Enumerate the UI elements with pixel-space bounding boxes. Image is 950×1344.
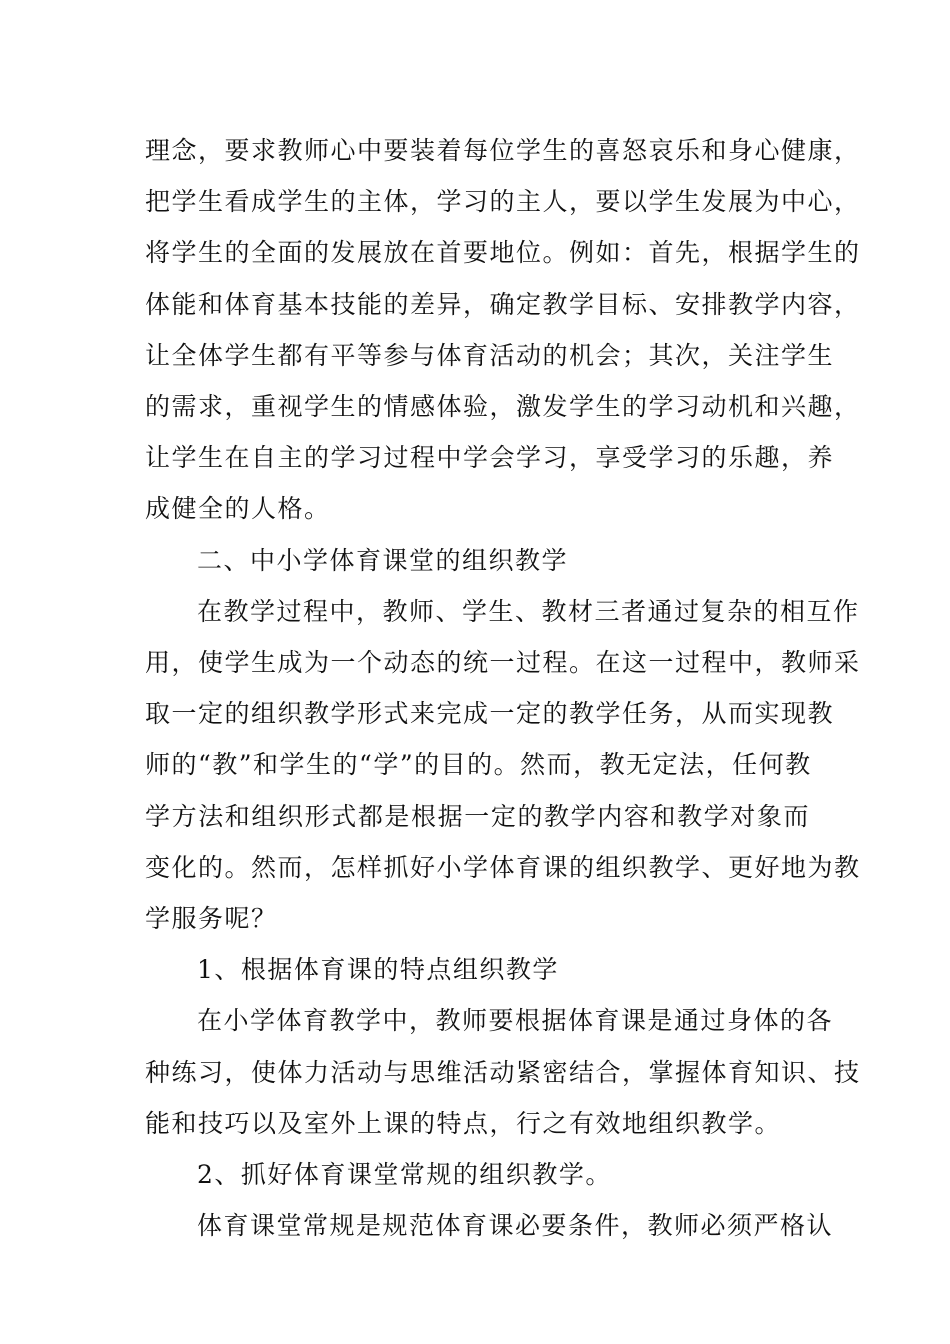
text-line: 成健全的人格。 bbox=[145, 494, 331, 524]
section-heading-2 bbox=[145, 535, 810, 586]
text-line: 学服务呢？ bbox=[145, 904, 278, 934]
text-line: 将学生的全面的发展放在首要地位。例如：首先，根据学生的 bbox=[145, 238, 861, 268]
text-line: 理念，要求教师心中要装着每位学生的喜怒哀乐和身心健康， bbox=[145, 136, 861, 165]
text-line: 体能和体育基本技能的差异，确定教学目标、安排教学内容， bbox=[145, 289, 861, 319]
text-line: 让全体学生都有平等参与体育活动的机会；其次，关注学生 bbox=[145, 340, 835, 370]
text-line: 在教学过程中，教师、学生、教材三者通过复杂的相互作 bbox=[197, 596, 860, 626]
subsection-heading-1 bbox=[145, 944, 810, 995]
text-line: 师的“教”和学生的“学”的目的。然而，教无定法，任何教 bbox=[145, 750, 812, 780]
paragraph-classroom-routine bbox=[145, 1200, 834, 1251]
text-line: 体育课堂常规是规范体育课必要条件，教师必须严格认 bbox=[197, 1211, 834, 1241]
document-body bbox=[145, 125, 861, 1251]
heading-text: 1、根据体育课的特点组织教学 bbox=[197, 955, 559, 985]
text-line: 在小学体育教学中，教师要根据体育课是通过身体的各 bbox=[197, 1006, 834, 1036]
text-line: 的需求，重视学生的情感体验，激发学生的学习动机和兴趣， bbox=[145, 392, 861, 422]
heading-text: 二、中小学体育课堂的组织教学 bbox=[197, 545, 569, 575]
paragraph-course-characteristics bbox=[145, 995, 861, 1149]
text-line: 把学生看成学生的主体，学习的主人，要以学生发展为中心， bbox=[145, 187, 861, 217]
text-line: 学方法和组织形式都是根据一定的教学内容和教学对象而 bbox=[145, 801, 810, 831]
paragraph-teaching-process bbox=[145, 586, 861, 944]
text-line: 变化的。然而，怎样抓好小学体育课的组织教学、更好地为教 bbox=[145, 852, 861, 882]
text-line: 种练习，使体力活动与思维活动紧密结合，掌握体育知识、技 bbox=[145, 1057, 861, 1087]
text-line: 取一定的组织教学形式来完成一定的教学任务，从而实现教 bbox=[145, 699, 835, 729]
text-line: 用，使学生成为一个动态的统一过程。在这一过程中，教师采 bbox=[145, 648, 861, 678]
text-line: 能和技巧以及室外上课的特点，行之有效地组织教学。 bbox=[145, 1108, 782, 1138]
heading-text: 2、抓好体育课堂常规的组织教学。 bbox=[197, 1160, 612, 1190]
subsection-heading-2 bbox=[145, 1149, 810, 1200]
text-line: 让学生在自主的学习过程中学会学习，享受学习的乐趣，养 bbox=[145, 443, 835, 473]
paragraph-teaching-philosophy bbox=[145, 125, 861, 535]
